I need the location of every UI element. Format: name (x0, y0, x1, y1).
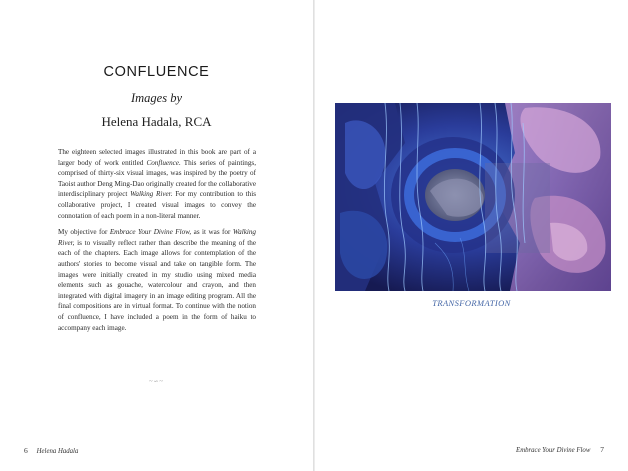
artwork-image (335, 103, 611, 291)
ornament-flourish: ~∽~ (149, 379, 164, 385)
running-head-title: Embrace Your Divine Flow (516, 447, 591, 454)
author-name: Helena Hadala, RCA (101, 114, 212, 129)
body-text (58, 147, 256, 339)
paragraph-text: My objective for (58, 228, 110, 237)
paragraph-text: The eighteen selected images illustrated in this book are part of a larger body of work entitled (58, 148, 256, 167)
paragraph-text: For my contribution to this collaborative project, I created visual images to convey the connotation of each poem in a non-literal manner. (58, 190, 256, 220)
page-number-right: 7 (600, 445, 604, 454)
italic-title-text: Walking River. (130, 190, 173, 199)
page-number-left: 6 (24, 446, 28, 455)
running-head-author: Helena Hadala (36, 448, 79, 455)
body-paragraph (58, 147, 256, 221)
italic-title-text: Walking River, (58, 228, 256, 247)
page-title: CONFLUENCE (103, 64, 210, 80)
subtitle: Images by (130, 91, 183, 105)
right-page (315, 0, 628, 471)
paragraph-text: This series of paintings, comprised of thirty-six visual images, was inspired by the poetry of Taoist author Deng Ming-Dao originally created for the collaborative interdisciplinary project (58, 158, 256, 199)
italic-title-text: Embrace Your Divine Flow, (109, 228, 192, 237)
right-footer (516, 445, 604, 454)
paragraph-text: is to visually reflect rather than describe the meaning of the each of the chapters. Each image allows for contemplation of the authors' stories to become visual and take on tangible form. The images were initially created in my studio using mixed media elements such as gouache, watercolour and crayon, and then integrated with digital imagery in an image editing program. All the final compositions are in virtual format. To continue with the notion of confluence, I have included a poem in the form of haiku to accompany each image. (58, 238, 256, 332)
body-paragraph (58, 227, 256, 333)
italic-title-text: Confluence. (146, 158, 181, 167)
paragraph-text: as it was for (191, 228, 233, 237)
left-page (0, 0, 313, 471)
left-footer (24, 446, 78, 455)
artwork-caption: TRANSFORMATION (432, 298, 511, 308)
